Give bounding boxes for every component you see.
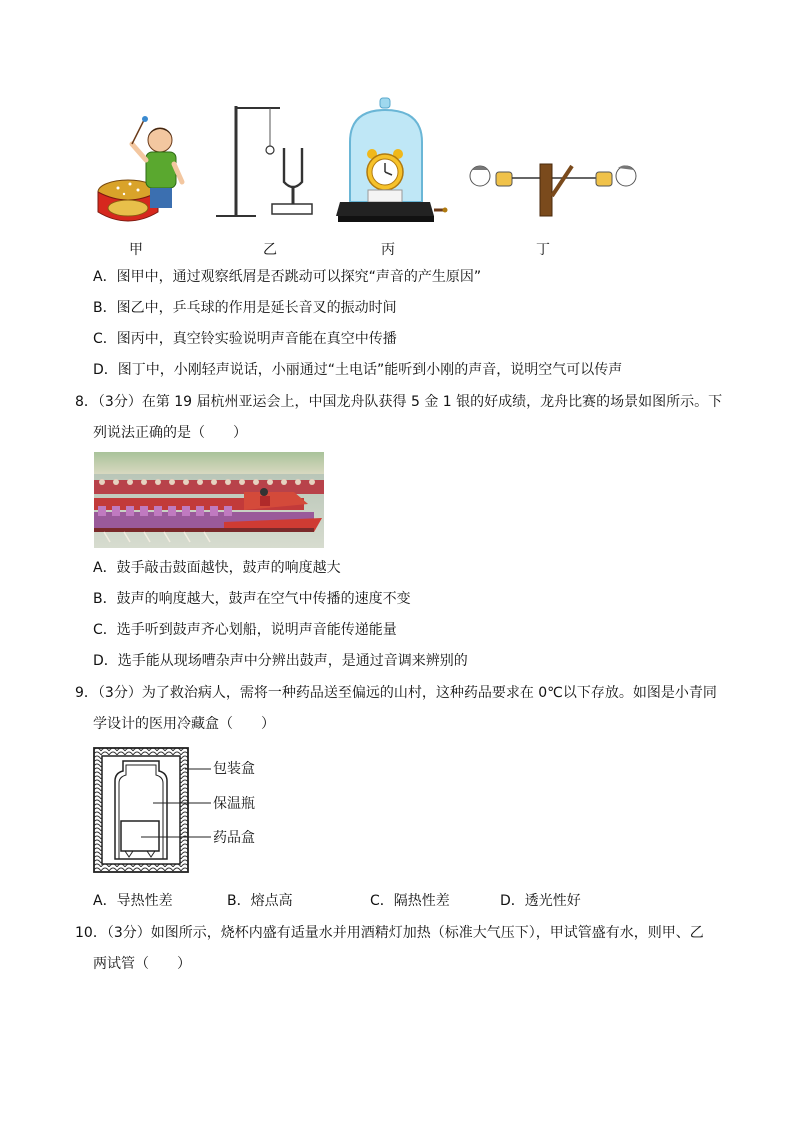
- q7-option-b: B．图乙中，乒乓球的作用是延长音叉的振动时间: [93, 300, 397, 316]
- figure-dragon-boat-photo: [94, 452, 324, 548]
- q10-stem-line2: 两试管（ ）: [93, 956, 191, 972]
- figure-caption-bing: 丙: [381, 242, 395, 258]
- figure-caption-jia: 甲: [129, 242, 143, 258]
- label-thermos-bottle: 保温瓶: [213, 796, 255, 812]
- q8-option-a: A．鼓手敲击鼓面越快，鼓声的响度越大: [93, 560, 341, 576]
- q7-option-a: A．图甲中，通过观察纸屑是否跳动可以探究“声音的产生原因”: [93, 269, 482, 285]
- q10-stem-line1: 10．（3分）如图所示，烧杯内盛有适量水并用酒精灯加热（标准大气压下），甲试管盛有水，则甲、乙: [75, 925, 704, 941]
- q9-stem-line1: 9．（3分）为了救治病人，需将一种药品送至偏远的山村，这种药品要求在 0℃以下存放。如图是小青同: [75, 685, 717, 701]
- figure-yi-tuning-fork: [212, 100, 316, 222]
- figure-jia-drum-boy: [96, 112, 188, 232]
- q8-option-d: D．选手能从现场嘈杂声中分辨出鼓声，是通过音调来辨别的: [93, 653, 468, 669]
- figure-caption-ding: 丁: [536, 242, 550, 258]
- q9-option-b: B．熔点高: [227, 893, 293, 909]
- figure-caption-yi: 乙: [263, 242, 277, 258]
- figure-bing-bell-jar: [338, 98, 450, 234]
- label-medicine-box: 药品盒: [213, 830, 255, 846]
- q9-option-c: C．隔热性差: [370, 893, 450, 909]
- q8-option-b: B．鼓声的响度越大，鼓声在空气中传播的速度不变: [93, 591, 411, 607]
- q9-stem-line2: 学设计的医用冷藏盒（ ）: [93, 716, 275, 732]
- q8-stem-line2: 列说法正确的是（ ）: [93, 425, 247, 441]
- figure-medical-cooler-box: [93, 747, 211, 877]
- q8-stem-line1: 8．（3分）在第 19 届杭州亚运会上，中国龙舟队获得 5 金 1 银的好成绩，龙舟比赛的场景如图所示。下: [75, 394, 723, 410]
- q9-option-a: A．导热性差: [93, 893, 173, 909]
- q8-option-c: C．选手听到鼓声齐心划船，说明声音能传递能量: [93, 622, 397, 638]
- q9-option-d: D．透光性好: [500, 893, 581, 909]
- label-package-box: 包装盒: [213, 761, 255, 777]
- q7-option-c: C．图丙中，真空铃实验说明声音能在真空中传播: [93, 331, 397, 347]
- figure-ding-string-phone: [466, 160, 642, 220]
- q7-option-d: D．图丁中，小刚轻声说话，小丽通过“土电话”能听到小刚的声音，说明空气可以传声: [93, 362, 623, 378]
